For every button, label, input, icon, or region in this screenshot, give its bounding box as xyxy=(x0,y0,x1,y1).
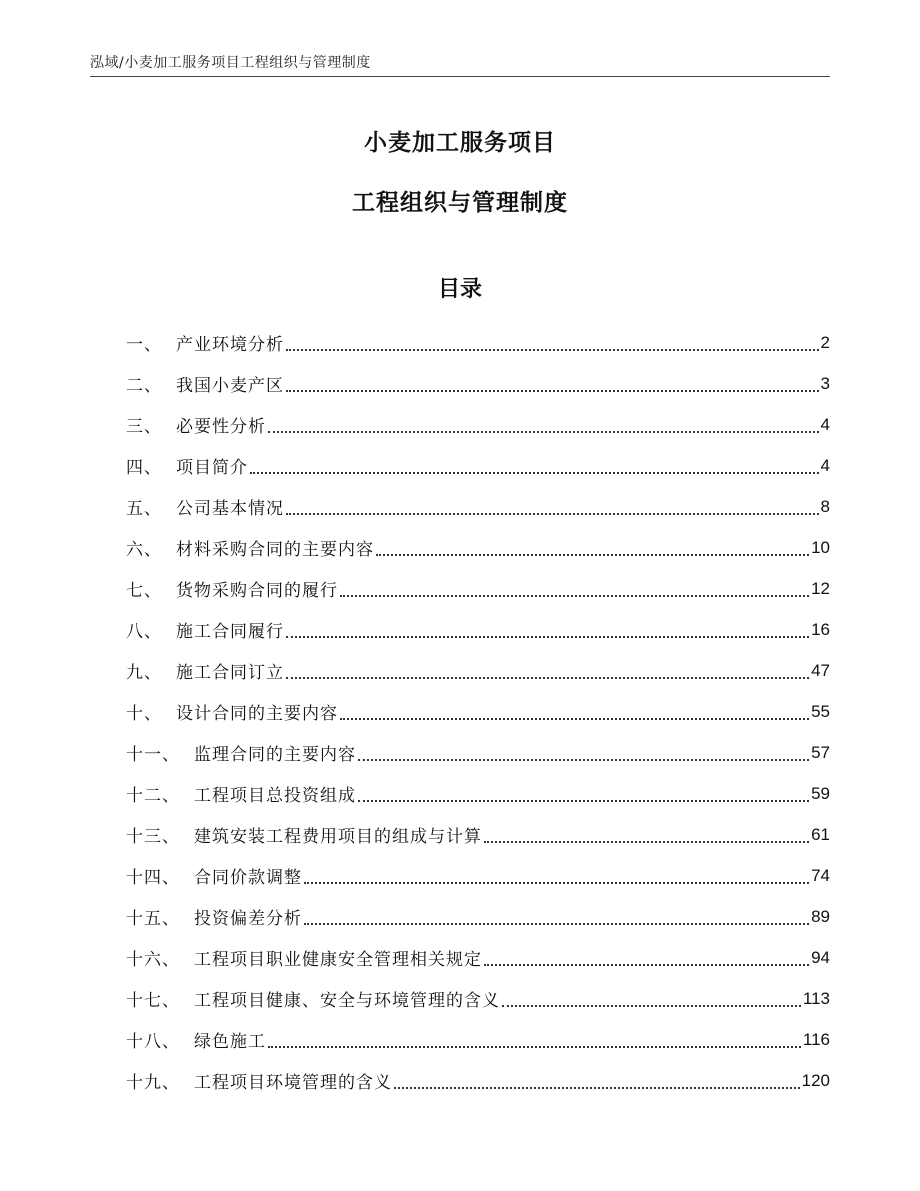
toc-entry-page[interactable]: 12 xyxy=(811,578,830,598)
toc-entry[interactable] xyxy=(126,691,830,732)
toc-entry-number: 五、 xyxy=(126,499,162,519)
document-title-line-2: 工程组织与管理制度 xyxy=(352,190,568,216)
toc-entry[interactable] xyxy=(126,650,830,691)
toc-entry-page[interactable]: 47 xyxy=(811,660,830,680)
toc-entry[interactable] xyxy=(126,404,830,445)
toc-dot-leader xyxy=(304,881,809,884)
toc-dot-leader xyxy=(340,717,809,720)
running-header: 泓域/小麦加工服务项目工程组织与管理制度 xyxy=(90,55,371,71)
toc-entry-title[interactable]: 建筑安装工程费用项目的组成与计算 xyxy=(194,827,482,847)
toc-entry-number: 四、 xyxy=(126,458,162,478)
toc-entry-page[interactable]: 89 xyxy=(811,906,830,926)
toc-entry-title[interactable]: 货物采购合同的履行 xyxy=(176,581,338,601)
table-of-contents xyxy=(126,322,830,1101)
toc-entry-number: 八、 xyxy=(126,622,162,642)
toc-dot-leader xyxy=(484,840,809,843)
toc-entry-page[interactable]: 120 xyxy=(801,1070,830,1090)
toc-entry[interactable] xyxy=(126,732,830,773)
toc-entry-title[interactable]: 投资偏差分析 xyxy=(194,909,302,929)
toc-entry-number: 十二、 xyxy=(126,786,180,806)
toc-entry-number: 十九、 xyxy=(126,1073,180,1093)
toc-entry-page[interactable]: 94 xyxy=(811,947,830,967)
toc-dot-leader xyxy=(286,635,809,638)
toc-dot-leader xyxy=(358,758,809,761)
toc-entry-title[interactable]: 工程项目职业健康安全管理相关规定 xyxy=(194,950,482,970)
toc-dot-leader xyxy=(286,512,819,515)
toc-dot-leader xyxy=(502,1004,801,1007)
toc-entry-page[interactable]: 61 xyxy=(811,824,830,844)
toc-dot-leader xyxy=(484,963,809,966)
toc-entry[interactable] xyxy=(126,568,830,609)
toc-entry-title[interactable]: 施工合同履行 xyxy=(176,622,284,642)
toc-entry[interactable] xyxy=(126,855,830,896)
toc-entry-number: 七、 xyxy=(126,581,162,601)
toc-entry-number: 二、 xyxy=(126,376,162,396)
toc-entry-page[interactable]: 16 xyxy=(811,619,830,639)
toc-dot-leader xyxy=(268,1045,801,1048)
toc-entry-title[interactable]: 我国小麦产区 xyxy=(176,376,284,396)
toc-entry-title[interactable]: 工程项目健康、安全与环境管理的含义 xyxy=(194,991,500,1011)
toc-entry-page[interactable]: 57 xyxy=(811,742,830,762)
toc-entry-title[interactable]: 材料采购合同的主要内容 xyxy=(176,540,374,560)
toc-entry-page[interactable]: 4 xyxy=(820,414,830,434)
toc-dot-leader xyxy=(304,922,809,925)
toc-entry-number: 十五、 xyxy=(126,909,180,929)
toc-entry[interactable] xyxy=(126,322,830,363)
toc-entry-title[interactable]: 绿色施工 xyxy=(194,1032,266,1052)
document-title-line-1: 小麦加工服务项目 xyxy=(364,130,556,156)
toc-entry-title[interactable]: 项目简介 xyxy=(176,458,248,478)
toc-entry[interactable] xyxy=(126,527,830,568)
toc-entry-title[interactable]: 必要性分析 xyxy=(176,417,266,437)
toc-entry[interactable] xyxy=(126,937,830,978)
toc-entry-number: 十六、 xyxy=(126,950,180,970)
toc-entry-number: 九、 xyxy=(126,663,162,683)
toc-dot-leader xyxy=(358,799,809,802)
toc-entry[interactable] xyxy=(126,486,830,527)
toc-entry-page[interactable]: 74 xyxy=(811,865,830,885)
toc-entry-title[interactable]: 公司基本情况 xyxy=(176,499,284,519)
toc-entry-page[interactable]: 55 xyxy=(811,701,830,721)
toc-entry-number: 三、 xyxy=(126,417,162,437)
toc-heading: 目录 xyxy=(437,277,482,302)
toc-entry-page[interactable]: 10 xyxy=(811,537,830,557)
toc-entry-page[interactable]: 59 xyxy=(811,783,830,803)
toc-dot-leader xyxy=(268,430,819,433)
toc-entry[interactable] xyxy=(126,1060,830,1101)
toc-entry-page[interactable]: 8 xyxy=(820,496,830,516)
toc-entry-number: 十四、 xyxy=(126,868,180,888)
toc-entry[interactable] xyxy=(126,1019,830,1060)
toc-entry-page[interactable]: 116 xyxy=(802,1029,830,1049)
toc-dot-leader xyxy=(340,594,809,597)
toc-dot-leader xyxy=(286,348,819,351)
toc-entry-title[interactable]: 施工合同订立 xyxy=(176,663,284,683)
toc-entry[interactable] xyxy=(126,896,830,937)
toc-entry[interactable] xyxy=(126,978,830,1019)
toc-dot-leader xyxy=(250,471,819,474)
toc-entry[interactable] xyxy=(126,445,830,486)
toc-dot-leader xyxy=(394,1086,800,1089)
toc-entry-number: 十三、 xyxy=(126,827,180,847)
toc-entry-title[interactable]: 产业环境分析 xyxy=(176,335,284,355)
toc-entry-title[interactable]: 监理合同的主要内容 xyxy=(194,745,356,765)
toc-dot-leader xyxy=(286,389,819,392)
toc-entry-number: 一、 xyxy=(126,335,162,355)
toc-entry-title[interactable]: 合同价款调整 xyxy=(194,868,302,888)
toc-entry-title[interactable]: 设计合同的主要内容 xyxy=(176,704,338,724)
toc-entry[interactable] xyxy=(126,773,830,814)
toc-entry-title[interactable]: 工程项目总投资组成 xyxy=(194,786,356,806)
toc-dot-leader xyxy=(286,676,809,679)
toc-entry[interactable] xyxy=(126,609,830,650)
toc-entry-page[interactable]: 2 xyxy=(820,332,830,352)
toc-entry-number: 十八、 xyxy=(126,1032,180,1052)
toc-entry-page[interactable]: 4 xyxy=(820,455,830,475)
toc-entry-number: 十七、 xyxy=(126,991,180,1011)
toc-entry-page[interactable]: 113 xyxy=(802,988,830,1008)
toc-entry-title[interactable]: 工程项目环境管理的含义 xyxy=(194,1073,392,1093)
toc-entry-number: 十、 xyxy=(126,704,162,724)
toc-entry-number: 六、 xyxy=(126,540,162,560)
toc-entry-page[interactable]: 3 xyxy=(820,373,830,393)
toc-entry-number: 十一、 xyxy=(126,745,180,765)
toc-entry[interactable] xyxy=(126,814,830,855)
header-rule xyxy=(90,76,830,77)
toc-dot-leader xyxy=(376,553,809,556)
toc-entry[interactable] xyxy=(126,363,830,404)
